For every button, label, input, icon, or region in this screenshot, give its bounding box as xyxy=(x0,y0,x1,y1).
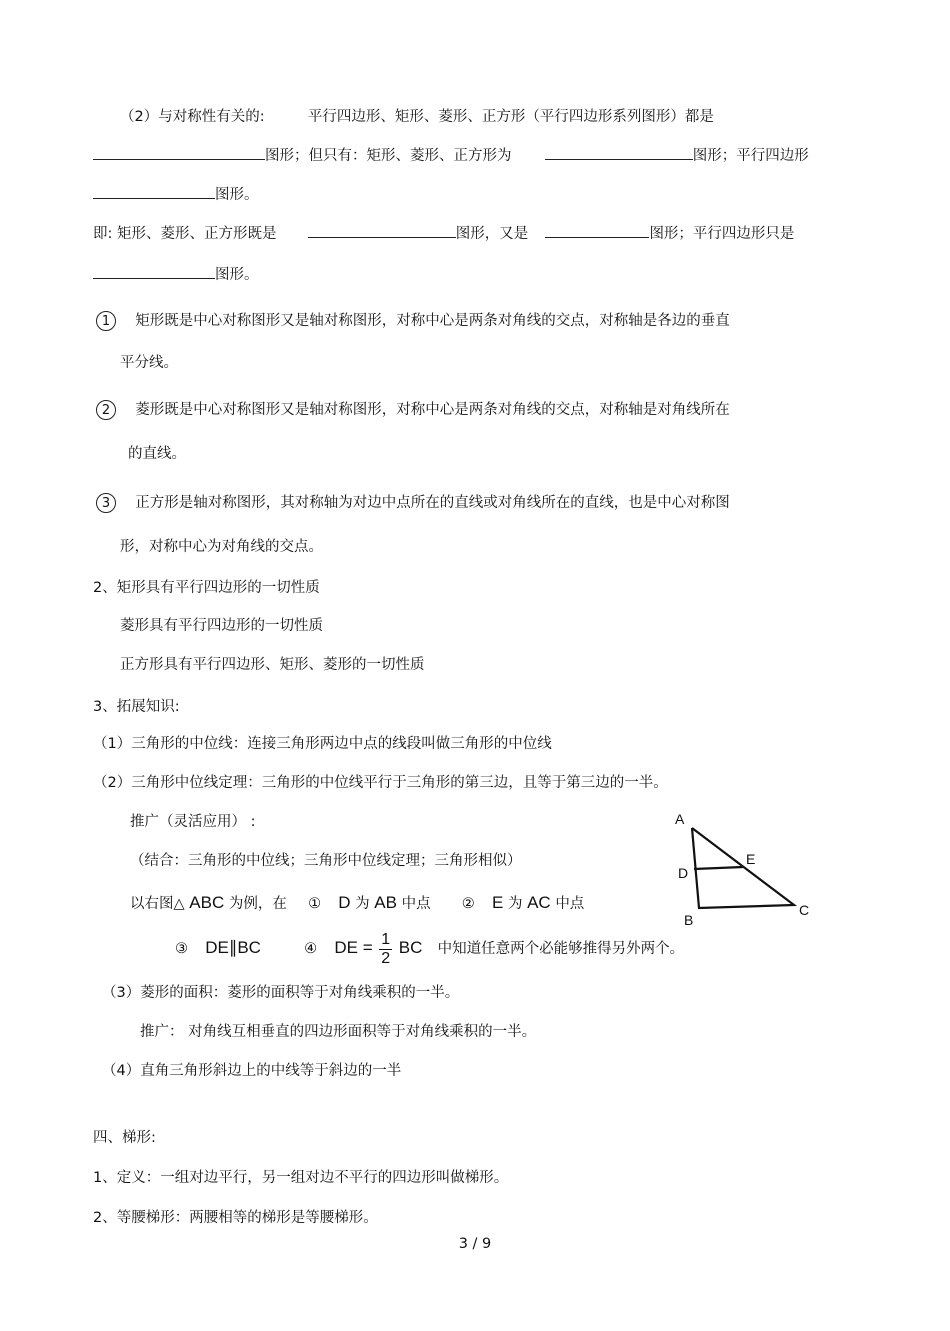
example-line xyxy=(130,891,584,916)
item-2 xyxy=(96,400,730,420)
item-3-line-2: 形，对称中心为对角线的交点。 xyxy=(120,539,323,555)
trapezoid-definition: 1、定义：一组对边平行，另一组对边不平行的四边形叫做梯形。 xyxy=(93,1170,509,1186)
sym-line-2-a: 图形；但只有：矩形、菱形、正方形为 xyxy=(265,148,512,164)
fill-blank-5[interactable] xyxy=(545,223,649,238)
item-3 xyxy=(96,493,730,513)
midline-de xyxy=(694,867,743,869)
condition-1-mark: ① xyxy=(308,896,322,912)
page-number: 3 / 9 xyxy=(458,1236,492,1252)
sym-line-1-b: 平行四边形、矩形、菱形、正方形（平行四边形系列图形）都是 xyxy=(307,109,714,125)
segment-ac: AC xyxy=(527,893,551,912)
sym-line-3 xyxy=(93,184,259,205)
condition-1-is: 为 xyxy=(355,896,370,912)
fill-blank-6[interactable] xyxy=(93,264,215,279)
condition-1-mid: 中点 xyxy=(401,896,431,912)
segment-bc: BC xyxy=(398,938,423,957)
trapezoid-heading: 四、梯形: xyxy=(93,1130,156,1146)
segment-ab: AB xyxy=(374,893,397,912)
item-2-line-2: 的直线。 xyxy=(128,446,186,462)
fraction-one-half xyxy=(379,931,392,968)
condition-2-is: 为 xyxy=(507,896,523,912)
circled-number-1: 1 xyxy=(96,311,116,331)
vertex-b-label: B xyxy=(684,912,694,928)
condition-3-mark: ③ xyxy=(175,941,188,957)
point-e-label: E xyxy=(746,851,756,867)
item-1-line-2: 平分线。 xyxy=(120,355,178,371)
sym-line-5 xyxy=(93,264,259,285)
condition-line-2 xyxy=(175,928,684,969)
condition-4-mark: ④ xyxy=(304,941,318,957)
sym-line-2 xyxy=(93,145,809,166)
circled-number-2: 2 xyxy=(96,400,116,420)
ext-heading: 3、拓展知识: xyxy=(93,699,180,715)
sym-line-4-c: 图形；平行四边形只是 xyxy=(649,226,795,242)
ext-line-3: （3）菱形的面积：菱形的面积等于对角线乘积的一半。 xyxy=(102,985,460,1001)
tuiguang-label: 推广（灵活应用） : xyxy=(130,814,256,830)
fill-blank-1[interactable] xyxy=(93,145,265,160)
circled-number-3: 3 xyxy=(96,493,116,513)
sym-line-4 xyxy=(93,223,794,244)
combine-note: （结合：三角形的中位线；三角形中位线定理；三角形相似） xyxy=(130,853,522,869)
ext-line-1: （1）三角形的中位线：连接三角形两边中点的线段叫做三角形的中位线 xyxy=(93,736,552,752)
ext-line-4: （4）直角三角形斜边上的中线等于斜边的一半 xyxy=(102,1063,402,1079)
ext-line-2: （2）三角形中位线定理：三角形的中位线平行于三角形的第三边，且等于第三边的一半。 xyxy=(93,775,668,791)
example-intro: 以右图△ xyxy=(130,896,185,912)
sym-line-3-text: 图形。 xyxy=(215,187,259,203)
prop-line-3: 正方形具有平行四边形、矩形、菱形的一切性质 xyxy=(120,657,425,673)
condition-3-expr: DE∥BC xyxy=(205,938,261,957)
fill-blank-2[interactable] xyxy=(545,145,693,160)
vertex-c-label: C xyxy=(799,902,810,918)
sym-line-4-a: 即: 矩形、菱形、正方形既是 xyxy=(93,226,277,242)
fill-blank-3[interactable] xyxy=(93,184,215,199)
label-abc: ABC xyxy=(189,893,225,912)
point-e: E xyxy=(492,893,504,912)
item-1 xyxy=(96,311,730,331)
condition-2-mid: 中点 xyxy=(555,896,585,912)
condition-2-mark: ② xyxy=(461,896,475,912)
condition-4-conclusion: 中知道任意两个必能够推得另外两个。 xyxy=(437,941,685,957)
sym-line-5-text: 图形。 xyxy=(215,267,259,283)
sym-line-4-b: 图形，又是 xyxy=(455,226,529,242)
sym-line-1-a: （2）与对称性有关的: xyxy=(120,109,265,125)
fraction-numerator: 1 xyxy=(381,930,391,948)
point-d-label: D xyxy=(678,865,689,881)
item-2-line-1: 菱形既是中心对称图形又是轴对称图形，对称中心是两条对角线的交点，对称轴是对角线所在 xyxy=(135,402,730,418)
vertex-a-label: A xyxy=(675,811,685,827)
sym-line-2-b: 图形；平行四边形 xyxy=(692,148,809,164)
point-d: D xyxy=(338,893,351,912)
prop-line-1: 2、矩形具有平行四边形的一切性质 xyxy=(93,580,320,596)
sym-line-1 xyxy=(120,107,714,127)
prop-line-2: 菱形具有平行四边形的一切性质 xyxy=(120,618,323,634)
item-1-line-1: 矩形既是中心对称图形又是轴对称图形，对称中心是两条对角线的交点，对称轴是各边的垂直 xyxy=(135,313,730,329)
example-for: 为例，在 xyxy=(228,896,287,912)
fill-blank-4[interactable] xyxy=(308,223,456,238)
triangle-figure xyxy=(668,808,818,928)
fraction-denominator: 2 xyxy=(381,949,391,967)
item-3-line-1: 正方形是轴对称图形，其对称轴为对边中点所在的直线或对角线所在的直线，也是中心对称图 xyxy=(135,495,730,511)
isosceles-trapezoid-definition: 2、等腰梯形：两腰相等的梯形是等腰梯形。 xyxy=(93,1210,378,1226)
condition-4-expr: DE = xyxy=(334,938,373,957)
ext-line-3-generalization: 推广： 对角线互相垂直的四边形面积等于对角线乘积的一半。 xyxy=(140,1024,537,1040)
